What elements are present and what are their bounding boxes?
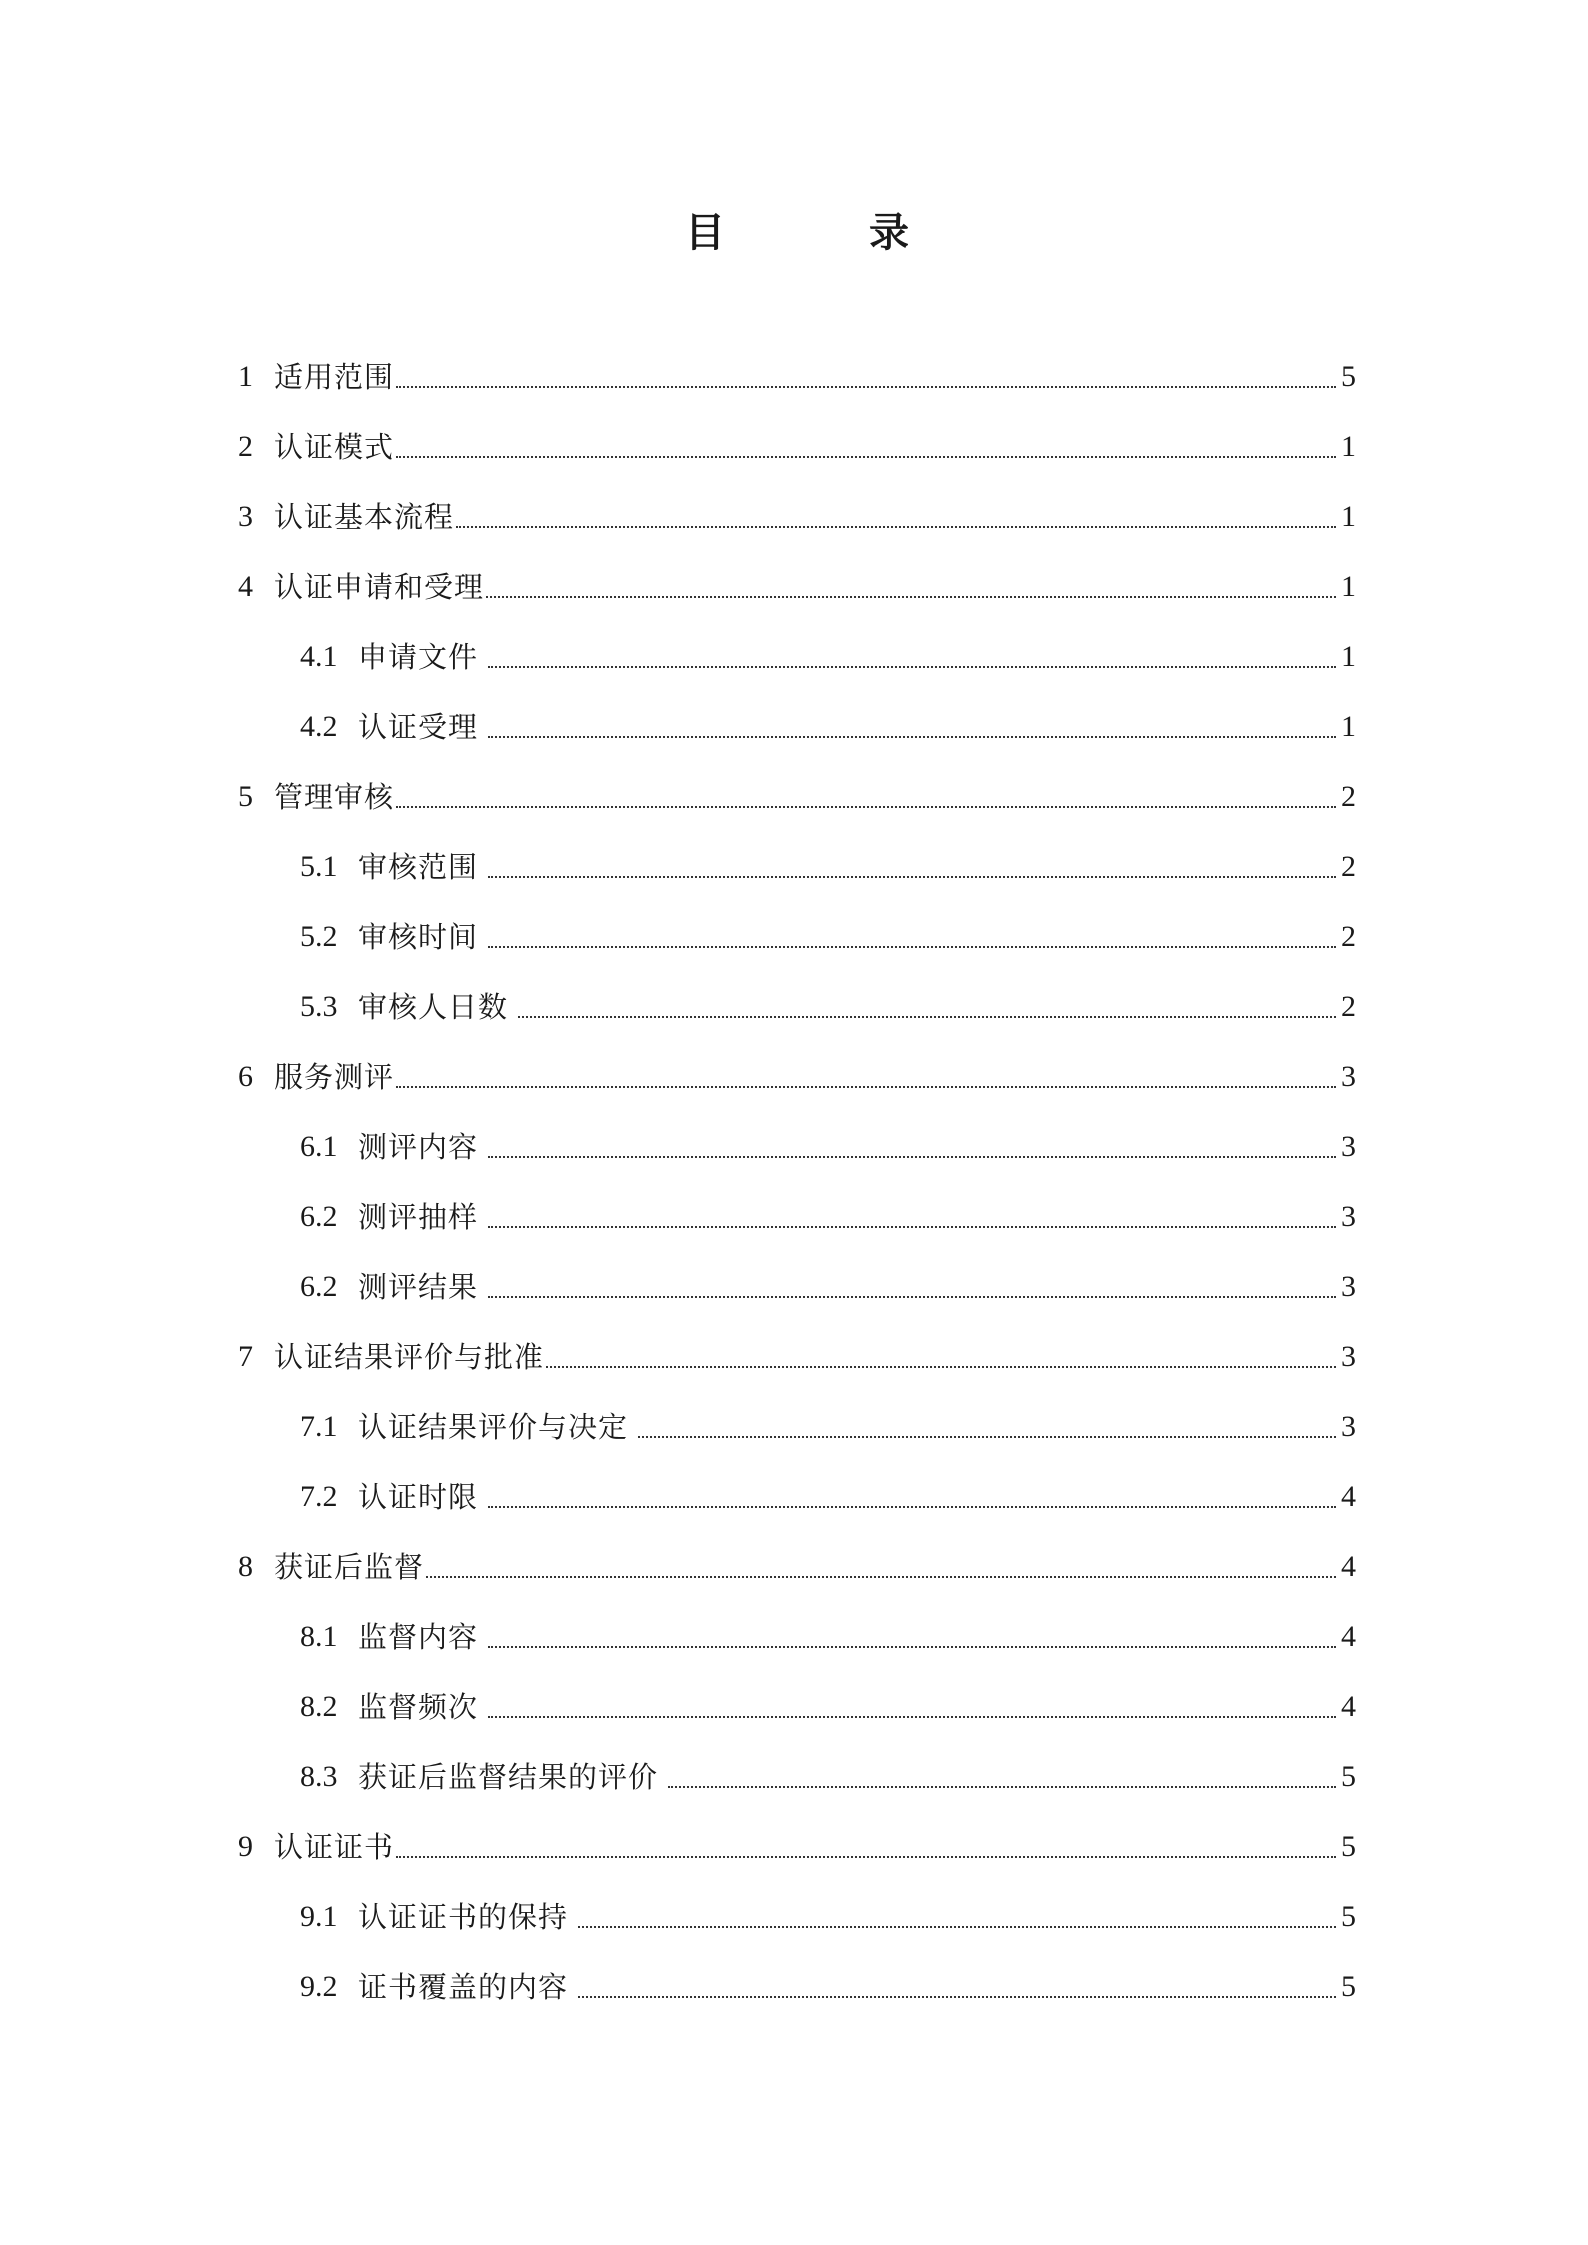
toc-dot-leader bbox=[488, 1506, 1336, 1508]
toc-dot-leader bbox=[546, 1366, 1336, 1368]
toc-entry-page-number: 1 bbox=[1341, 430, 1356, 463]
toc-entry[interactable] bbox=[238, 622, 1356, 692]
toc-entry-label: 审核范围 bbox=[358, 850, 479, 884]
toc-entry-page-number: 1 bbox=[1341, 500, 1356, 533]
toc-entry-label: 认证结果评价与决定 bbox=[358, 1410, 629, 1444]
toc-entry[interactable] bbox=[238, 1112, 1356, 1182]
toc-entry-page-number: 4 bbox=[1341, 1690, 1356, 1723]
toc-entry-number: 8.2 bbox=[300, 1690, 338, 1723]
toc-entry-label: 测评内容 bbox=[358, 1130, 479, 1164]
toc-entry-page-number: 4 bbox=[1341, 1550, 1356, 1583]
toc-entry[interactable] bbox=[238, 972, 1356, 1042]
toc-entry-page-number: 3 bbox=[1341, 1200, 1356, 1233]
toc-entry-label: 证书覆盖的内容 bbox=[358, 1970, 569, 2004]
toc-entry-label: 审核时间 bbox=[358, 920, 479, 954]
toc-entry-number: 8.3 bbox=[300, 1760, 338, 1793]
toc-dot-leader bbox=[486, 596, 1336, 598]
toc-dot-leader bbox=[578, 1996, 1336, 1998]
toc-entry-page-number: 1 bbox=[1341, 640, 1356, 673]
toc-entry-label: 认证结果评价与批准 bbox=[274, 1340, 545, 1374]
toc-entry[interactable] bbox=[238, 482, 1356, 552]
toc-dot-leader bbox=[488, 666, 1336, 668]
toc-entry-page-number: 5 bbox=[1341, 1760, 1356, 1793]
toc-entry-label: 监督内容 bbox=[358, 1620, 479, 1654]
toc-dot-leader bbox=[488, 876, 1336, 878]
toc-entry-label: 管理审核 bbox=[274, 780, 395, 814]
toc-entry-number: 5.1 bbox=[300, 850, 338, 883]
toc-dot-leader bbox=[488, 1296, 1336, 1298]
toc-entry[interactable] bbox=[238, 692, 1356, 762]
toc-entry-number: 9.2 bbox=[300, 1970, 338, 2003]
toc-dot-leader bbox=[426, 1576, 1336, 1578]
toc-entry[interactable] bbox=[238, 552, 1356, 622]
toc-entry-page-number: 2 bbox=[1341, 920, 1356, 953]
toc-entry-page-number: 1 bbox=[1341, 710, 1356, 743]
toc-entry-label: 认证基本流程 bbox=[274, 500, 455, 534]
toc-entry-label: 获证后监督结果的评价 bbox=[358, 1760, 659, 1794]
toc-entry-number: 9.1 bbox=[300, 1900, 338, 1933]
toc-entry[interactable] bbox=[238, 1812, 1356, 1882]
toc-dot-leader bbox=[488, 946, 1336, 948]
toc-entry[interactable] bbox=[238, 1882, 1356, 1952]
toc-entry-page-number: 2 bbox=[1341, 850, 1356, 883]
toc-entry[interactable] bbox=[238, 412, 1356, 482]
toc-entry-label: 适用范围 bbox=[274, 360, 395, 394]
toc-entry-number: 4.2 bbox=[300, 710, 338, 743]
toc-entry-number: 6.2 bbox=[300, 1200, 338, 1233]
toc-entry[interactable] bbox=[238, 1042, 1356, 1112]
toc-entry-number: 2 bbox=[238, 430, 253, 463]
toc-entry-page-number: 5 bbox=[1341, 360, 1356, 393]
toc-dot-leader bbox=[396, 456, 1336, 458]
toc-entry-page-number: 5 bbox=[1341, 1900, 1356, 1933]
toc-entry[interactable] bbox=[238, 762, 1356, 832]
toc-entry[interactable] bbox=[238, 1952, 1356, 2022]
toc-entry-label: 监督频次 bbox=[358, 1690, 479, 1724]
toc-entry[interactable] bbox=[238, 1462, 1356, 1532]
toc-entry[interactable] bbox=[238, 1742, 1356, 1812]
toc-entry-number: 4 bbox=[238, 570, 253, 603]
toc-entry-label: 认证证书 bbox=[274, 1830, 395, 1864]
toc-dot-leader bbox=[488, 1156, 1336, 1158]
toc-entry-page-number: 5 bbox=[1341, 1830, 1356, 1863]
page-title: 目 录 bbox=[685, 210, 961, 256]
toc-dot-leader bbox=[638, 1436, 1336, 1438]
toc-entry-page-number: 4 bbox=[1341, 1620, 1356, 1653]
toc-entry-page-number: 5 bbox=[1341, 1970, 1356, 2003]
toc-entry-page-number: 2 bbox=[1341, 780, 1356, 813]
toc-entry[interactable] bbox=[238, 1322, 1356, 1392]
toc-entry[interactable] bbox=[238, 342, 1356, 412]
toc-dot-leader bbox=[518, 1016, 1336, 1018]
toc-entry-label: 认证时限 bbox=[358, 1480, 479, 1514]
toc-entry-number: 6.1 bbox=[300, 1130, 338, 1163]
toc-entry-page-number: 3 bbox=[1341, 1060, 1356, 1093]
toc-dot-leader bbox=[488, 1226, 1336, 1228]
toc-entry-number: 6.2 bbox=[300, 1270, 338, 1303]
toc-dot-leader bbox=[488, 736, 1336, 738]
toc-entry-number: 5 bbox=[238, 780, 253, 813]
toc-entry-number: 5.2 bbox=[300, 920, 338, 953]
toc-entry-number: 1 bbox=[238, 360, 253, 393]
toc-entry-label: 测评抽样 bbox=[358, 1200, 479, 1234]
toc-entry-page-number: 3 bbox=[1341, 1270, 1356, 1303]
toc-entry-label: 测评结果 bbox=[358, 1270, 479, 1304]
toc-entry-page-number: 2 bbox=[1341, 990, 1356, 1023]
toc-dot-leader bbox=[396, 806, 1336, 808]
toc-entry-number: 7 bbox=[238, 1340, 253, 1373]
toc-dot-leader bbox=[488, 1716, 1336, 1718]
toc-entry-number: 7.2 bbox=[300, 1480, 338, 1513]
toc-entry-label: 认证模式 bbox=[274, 430, 395, 464]
toc-entry-page-number: 3 bbox=[1341, 1130, 1356, 1163]
table-of-contents bbox=[238, 342, 1356, 2022]
toc-entry-page-number: 3 bbox=[1341, 1410, 1356, 1443]
toc-entry-number: 3 bbox=[238, 500, 253, 533]
toc-dot-leader bbox=[668, 1786, 1336, 1788]
toc-entry-label: 服务测评 bbox=[274, 1060, 395, 1094]
toc-entry-page-number: 4 bbox=[1341, 1480, 1356, 1513]
toc-entry-number: 7.1 bbox=[300, 1410, 338, 1443]
toc-entry-label: 审核人日数 bbox=[358, 990, 509, 1024]
toc-entry-number: 8 bbox=[238, 1550, 253, 1583]
toc-entry[interactable] bbox=[238, 1392, 1356, 1462]
toc-entry[interactable] bbox=[238, 1602, 1356, 1672]
toc-entry-number: 6 bbox=[238, 1060, 253, 1093]
toc-dot-leader bbox=[578, 1926, 1336, 1928]
toc-entry-number: 5.3 bbox=[300, 990, 338, 1023]
toc-entry-label: 认证证书的保持 bbox=[358, 1900, 569, 1934]
toc-entry-label: 获证后监督 bbox=[274, 1550, 425, 1584]
toc-dot-leader bbox=[396, 386, 1336, 388]
toc-entry-label: 申请文件 bbox=[358, 640, 479, 674]
toc-entry-page-number: 1 bbox=[1341, 570, 1356, 603]
toc-entry[interactable] bbox=[238, 1252, 1356, 1322]
toc-entry-number: 4.1 bbox=[300, 640, 338, 673]
toc-entry[interactable] bbox=[238, 832, 1356, 902]
toc-entry-page-number: 3 bbox=[1341, 1340, 1356, 1373]
toc-entry-label: 认证受理 bbox=[358, 710, 479, 744]
toc-dot-leader bbox=[396, 1086, 1336, 1088]
toc-entry[interactable] bbox=[238, 1182, 1356, 1252]
toc-entry-label: 认证申请和受理 bbox=[274, 570, 485, 604]
toc-dot-leader bbox=[488, 1646, 1336, 1648]
toc-dot-leader bbox=[456, 526, 1336, 528]
toc-entry[interactable] bbox=[238, 1532, 1356, 1602]
toc-entry-number: 9 bbox=[238, 1830, 253, 1863]
toc-dot-leader bbox=[396, 1856, 1336, 1858]
toc-entry[interactable] bbox=[238, 1672, 1356, 1742]
toc-entry[interactable] bbox=[238, 902, 1356, 972]
toc-entry-number: 8.1 bbox=[300, 1620, 338, 1653]
